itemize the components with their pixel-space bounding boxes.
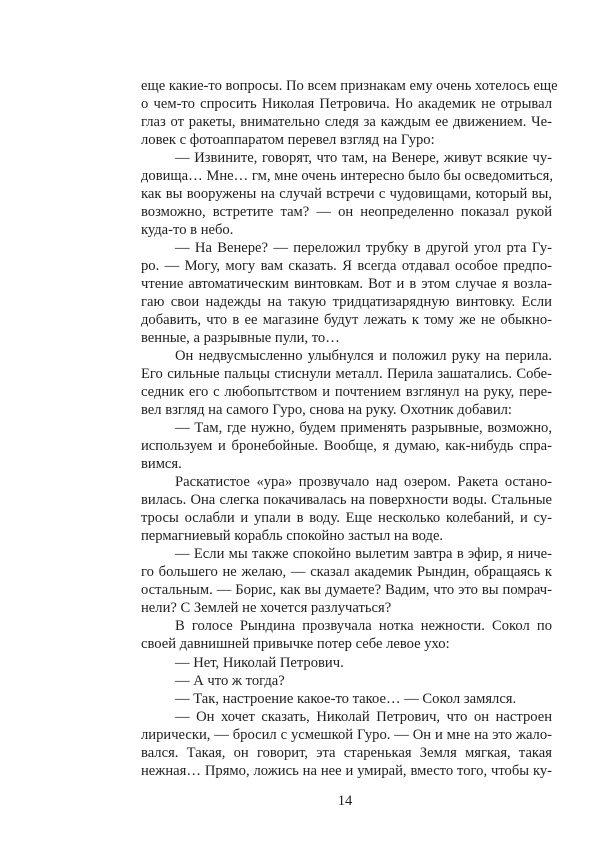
text-line: — А что ж тогда? [175,672,285,689]
text-line: добавить, что в ее магазине будут лежать к тому же не обыкно- [141,312,552,329]
page-body-text [141,77,558,780]
paragraph [141,690,552,708]
text-line: остальным. — Борис, как вы думаете? Вадим, что это вы помрач- [141,582,552,599]
text-line: тросы ослабли и упали в воду. Еще несколько колебаний, и су- [141,510,552,527]
page-number: 14 [337,793,353,809]
text-line: В голосе Рындина прозвучала нотка нежности. Сокол по [175,618,552,635]
paragraph [141,149,552,239]
text-line: как вы вооружены на случай встречи с чудовищами, который вы, [141,186,552,203]
paragraph [141,347,552,419]
text-line: ловек с фотоаппаратом перевел взгляд на Гуро: [141,132,435,149]
text-line: Он недвусмысленно улыбнулся и положил руку на перила. [175,348,552,365]
paragraph [141,239,552,347]
paragraph [141,419,552,473]
text-line: своей давнишней привычке потер себе левое ухо: [141,636,450,653]
paragraph [141,77,558,149]
text-line: пермагниевый корабль спокойно застыл на воде. [141,528,444,545]
text-line: седник его с любопытством и почтением взглянул на руку, пере- [141,384,552,401]
text-line: гаю свои надежды на такую тридцатизарядную винтовку. Если [141,294,552,311]
text-line: еще какие-то вопросы. По всем признакам ему очень хотелось еще [141,78,558,94]
text-line: — Если мы также спокойно вылетим завтра в эфир, я ниче- [175,546,552,563]
text-line: вилась. Она слегка покачивалась на поверхности воды. Стальные [141,492,552,509]
text-line: нежная… Прямо, ложись на нее и умирай, вместо того, чтобы ку- [141,762,552,779]
text-line: — Нет, Николай Петрович. [175,654,344,671]
text-line: чтение автоматическим винтовкам. Вот и в этом случае я возла- [141,276,552,293]
paragraph [141,617,552,653]
text-line: вался. Такая, он говорит, эта старенькая Земля мягкая, такая [141,744,552,761]
text-line: возможно, встретите там? — он неопределенно показал рукой [141,204,552,221]
text-line: о чем-то спросить Николая Петровича. Но академик не отрывал [141,96,552,113]
text-line: — Там, где нужно, будем применять разрывные, возможно, [175,420,552,437]
text-line: — Извините, говорят, что там, на Венере, живут всякие чу- [175,150,552,167]
text-line: глаз от ракеты, внимательно следя за каждым ее движением. Че- [141,114,552,131]
text-line: используем и бронебойные. Вообще, я думаю, как-нибудь спра- [141,438,552,455]
paragraph [141,473,552,545]
text-line: куда-то в небо. [141,222,234,239]
text-line: Раскатистое «ура» прозвучало над озером. Ракета остано- [175,474,552,491]
text-line: — Он хочет сказать, Николай Петрович, что он настроен [175,708,552,725]
text-line: — Так, настроение какое-то такое… — Сокол замялся. [175,690,517,707]
text-line: венные, а разрывные пули, то… [141,330,340,347]
text-line: вел взгляд на самого Гуро, снова на руку. Охотник добавил: [141,402,512,419]
paragraph [141,654,552,672]
text-line: — На Венере? — переложил трубку в другой угол рта Гу- [175,240,552,257]
text-line: довища… Мне… гм, мне очень интересно было бы осведомиться, [141,168,554,185]
text-line: лирически, — бросил с усмешкой Гуро. — Он и мне на это жало- [141,726,552,743]
paragraph [141,672,552,690]
paragraph [141,545,552,617]
text-line: ро. — Могу, могу вам сказать. Я всегда отдавал особое предпо- [141,258,552,275]
text-line: вимся. [141,456,182,473]
paragraph [141,708,552,780]
text-line: нели? С Землей не хочется разлучаться? [141,600,392,617]
text-line: го большего не желаю, — сказал академик Рындин, обращаясь к [141,564,552,581]
text-line: Его сильные пальцы стиснули металл. Перила зашатались. Собе- [141,366,552,383]
